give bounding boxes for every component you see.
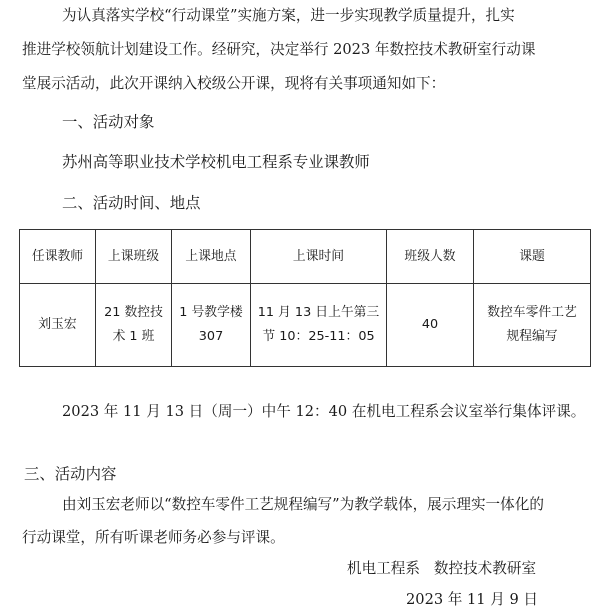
section-3-line-1: 由刘玉宏老师以“数控车零件工艺规程编写”为教学载体，展示理实一体化的	[62, 496, 544, 513]
cell-class-line-1: 21 数控技	[104, 305, 163, 320]
section-1-heading: 一、活动对象	[62, 113, 155, 131]
cell-location-line-1: 1 号教学楼	[179, 305, 243, 320]
signature-date: 2023 年 11 月 9 日	[406, 591, 538, 608]
cell-topic-line-1: 数控车零件工艺	[487, 305, 577, 320]
intro-line-1: 为认真落实学校“行动课堂”实施方案，进一步实现教学质量提升，扎实	[62, 7, 515, 24]
header-topic: 课题	[474, 230, 591, 284]
header-location: 上课地点	[172, 230, 251, 284]
cell-class-line-2: 术 1 班	[112, 329, 155, 344]
cell-time-line-2: 节 10：25-11：05	[262, 329, 375, 344]
cell-topic-line-2: 规程编写	[506, 329, 558, 344]
signature-dept: 机电工程系 数控技术教研室	[347, 560, 537, 577]
section-3-line-2: 行动课堂，所有听课老师务必参与评课。	[22, 529, 285, 546]
cell-location-line-2: 307	[198, 329, 224, 344]
review-note: 2023 年 11 月 13 日（周一）中午 12：40 在机电工程系会议室举行集体评课。	[62, 403, 586, 420]
table-row	[20, 284, 591, 367]
header-count: 班级人数	[387, 230, 474, 284]
section-1-body: 苏州高等职业技术学校机电工程系专业课教师	[62, 153, 370, 171]
intro-line-2: 推进学校领航计划建设工作。经研究，决定举行 2023 年数控技术教研室行动课	[22, 41, 536, 58]
section-2-heading: 二、活动时间、地点	[62, 194, 201, 212]
header-time: 上课时间	[251, 230, 387, 284]
section-3-heading: 三、活动内容	[24, 465, 117, 483]
table-header-row	[20, 230, 591, 284]
header-teacher: 任课教师	[20, 230, 96, 284]
cell-teacher: 刘玉宏	[20, 284, 96, 367]
cell-location	[172, 284, 251, 367]
intro-line-3: 堂展示活动，此次开课纳入校级公开课，现将有关事项通知如下：	[22, 75, 446, 92]
cell-class	[96, 284, 172, 367]
header-class: 上课班级	[96, 230, 172, 284]
cell-time	[251, 284, 387, 367]
cell-topic	[474, 284, 591, 367]
cell-time-line-1: 11 月 13 日上午第三	[257, 305, 380, 320]
cell-count: 40	[387, 284, 474, 367]
schedule-table	[19, 229, 591, 367]
